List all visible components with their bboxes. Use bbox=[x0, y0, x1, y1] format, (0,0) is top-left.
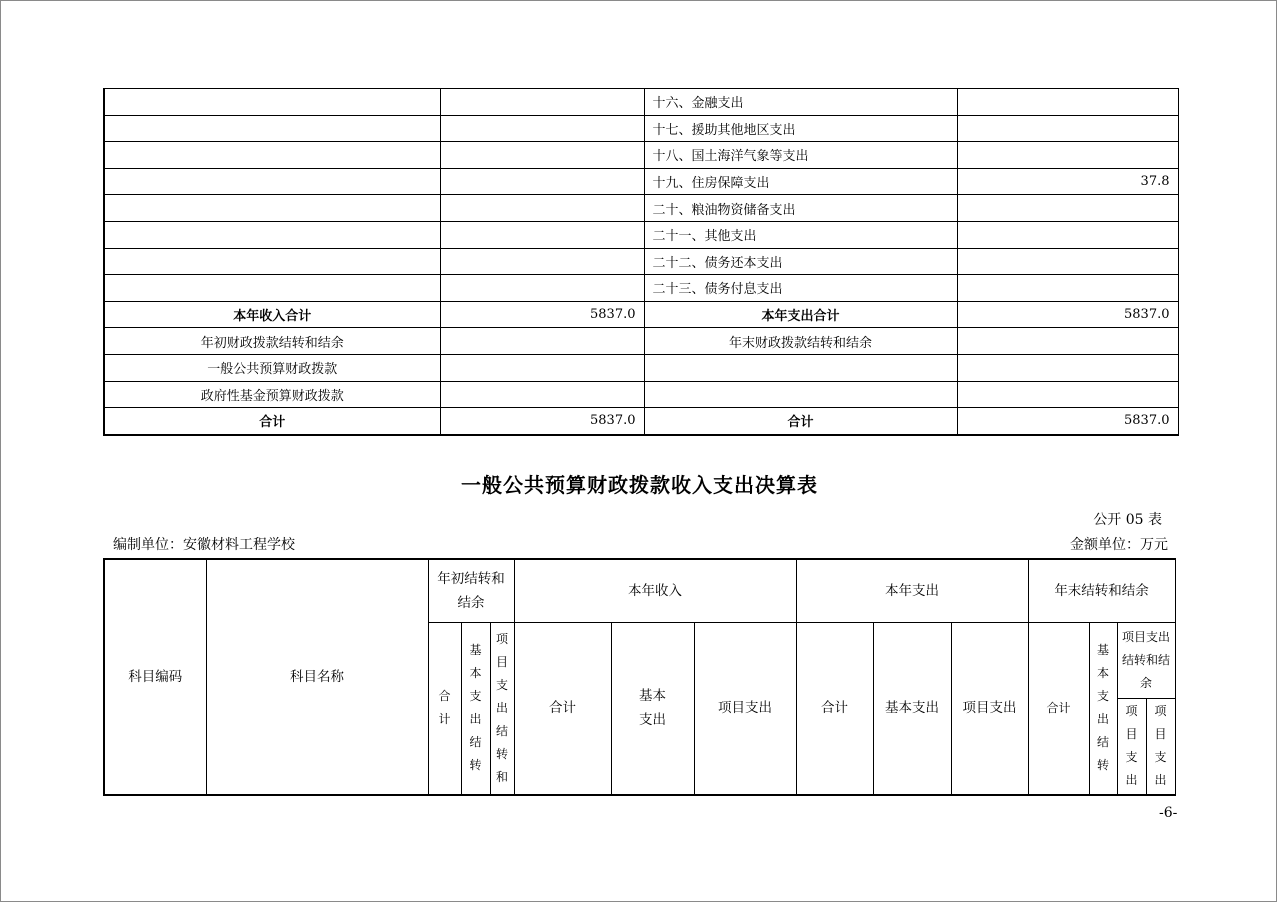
carryover-begin-amount bbox=[440, 328, 644, 355]
income-amount-cell bbox=[440, 115, 644, 142]
income-amount-cell bbox=[440, 142, 644, 169]
expense-item-cell: 二十三、债务付息支出 bbox=[644, 275, 957, 302]
grand-total-label-right: 合计 bbox=[644, 408, 957, 435]
income-item-cell bbox=[104, 195, 440, 222]
header-row-1 bbox=[104, 559, 1178, 622]
income-amount-cell bbox=[440, 89, 644, 116]
income-total-header: 合计 bbox=[514, 622, 611, 795]
expense-amount-cell: 37.8 bbox=[957, 168, 1178, 195]
expense-amount-cell bbox=[957, 275, 1178, 302]
expense-amount-cell bbox=[957, 142, 1178, 169]
end-project-b-header: 项目支出 bbox=[1146, 698, 1175, 795]
expense-amount-cell bbox=[957, 89, 1178, 116]
end-project-a-header: 项目支出 bbox=[1117, 698, 1146, 795]
general-budget-label: 一般公共预算财政拨款 bbox=[104, 354, 440, 381]
income-item-cell bbox=[104, 248, 440, 275]
expense-project-header: 项目支出 bbox=[951, 622, 1028, 795]
grand-total-amount-right: 5837.0 bbox=[957, 408, 1178, 435]
income-expense-summary-table bbox=[103, 88, 1179, 436]
grand-total-amount-left: 5837.0 bbox=[440, 408, 644, 435]
income-project-header: 项目支出 bbox=[694, 622, 796, 795]
income-amount-cell bbox=[440, 275, 644, 302]
expense-category-row bbox=[104, 142, 1178, 169]
compiling-unit: 编制单位：安徽材料工程学校 bbox=[113, 537, 295, 553]
income-item-cell bbox=[104, 275, 440, 302]
general-budget-row bbox=[104, 354, 1178, 381]
current-expense-header: 本年支出 bbox=[796, 559, 1028, 622]
income-total-label: 本年收入合计 bbox=[104, 301, 440, 328]
expense-category-row bbox=[104, 115, 1178, 142]
income-amount-cell bbox=[440, 221, 644, 248]
carryover-end-amount bbox=[957, 328, 1178, 355]
section-title: 一般公共预算财政拨款收入支出决算表 bbox=[461, 473, 818, 497]
income-total-amount: 5837.0 bbox=[440, 301, 644, 328]
expense-item-cell: 二十、粮油物资储备支出 bbox=[644, 195, 957, 222]
begin-project-carry-header: 项目支出结转和 bbox=[490, 622, 514, 795]
grand-total-row bbox=[104, 408, 1178, 435]
begin-total-header: 合计 bbox=[428, 622, 461, 795]
income-item-cell bbox=[104, 142, 440, 169]
expense-amount-cell bbox=[957, 115, 1178, 142]
end-basic-carry-header: 基本支出结转 bbox=[1089, 622, 1117, 795]
expense-category-row bbox=[104, 221, 1178, 248]
expense-item-cell: 十九、住房保障支出 bbox=[644, 168, 957, 195]
income-amount-cell bbox=[440, 195, 644, 222]
expense-total-amount: 5837.0 bbox=[957, 301, 1178, 328]
general-budget-header-table bbox=[103, 558, 1178, 796]
expense-category-row bbox=[104, 248, 1178, 275]
expense-item-cell: 十六、金融支出 bbox=[644, 89, 957, 116]
current-income-header: 本年收入 bbox=[514, 559, 796, 622]
amount-unit: 金额单位：万元 bbox=[1070, 537, 1168, 553]
expense-amount-cell bbox=[957, 221, 1178, 248]
expense-basic-header: 基本支出 bbox=[873, 622, 951, 795]
grand-total-label-left: 合计 bbox=[104, 408, 440, 435]
carryover-end-label: 年末财政拨款结转和结余 bbox=[644, 328, 957, 355]
carryover-begin-label: 年初财政拨款结转和结余 bbox=[104, 328, 440, 355]
expense-amount-cell bbox=[957, 195, 1178, 222]
expense-amount-cell bbox=[957, 248, 1178, 275]
fund-budget-row bbox=[104, 381, 1178, 408]
income-amount-cell bbox=[440, 168, 644, 195]
expense-category-row bbox=[104, 168, 1178, 195]
begin-balance-header: 年初结转和结余 bbox=[428, 559, 514, 622]
form-number: 公开 05 表 bbox=[1093, 512, 1162, 528]
fund-budget-label: 政府性基金预算财政拨款 bbox=[104, 381, 440, 408]
income-item-cell bbox=[104, 115, 440, 142]
expense-category-row bbox=[104, 89, 1178, 116]
income-item-cell bbox=[104, 221, 440, 248]
current-year-total-row bbox=[104, 301, 1178, 328]
subject-code-header: 科目编码 bbox=[104, 559, 206, 795]
income-item-cell bbox=[104, 168, 440, 195]
carryover-row bbox=[104, 328, 1178, 355]
subject-name-header: 科目名称 bbox=[206, 559, 428, 795]
expense-item-cell: 十八、国土海洋气象等支出 bbox=[644, 142, 957, 169]
begin-basic-carry-header: 基本支出结转 bbox=[461, 622, 490, 795]
expense-total-header: 合计 bbox=[796, 622, 873, 795]
expense-category-row bbox=[104, 195, 1178, 222]
expense-item-cell: 十七、援助其他地区支出 bbox=[644, 115, 957, 142]
income-amount-cell bbox=[440, 248, 644, 275]
end-balance-header: 年末结转和结余 bbox=[1028, 559, 1175, 622]
expense-item-cell: 二十一、其他支出 bbox=[644, 221, 957, 248]
end-project-group-header: 项目支出结转和结余 bbox=[1117, 622, 1175, 698]
expense-item-cell: 二十二、债务还本支出 bbox=[644, 248, 957, 275]
page-number: -6- bbox=[1159, 805, 1178, 821]
income-item-cell bbox=[104, 89, 440, 116]
income-basic-header: 基本支出 bbox=[611, 622, 694, 795]
expense-category-row bbox=[104, 275, 1178, 302]
end-total-header: 合计 bbox=[1028, 622, 1089, 795]
expense-total-label: 本年支出合计 bbox=[644, 301, 957, 328]
